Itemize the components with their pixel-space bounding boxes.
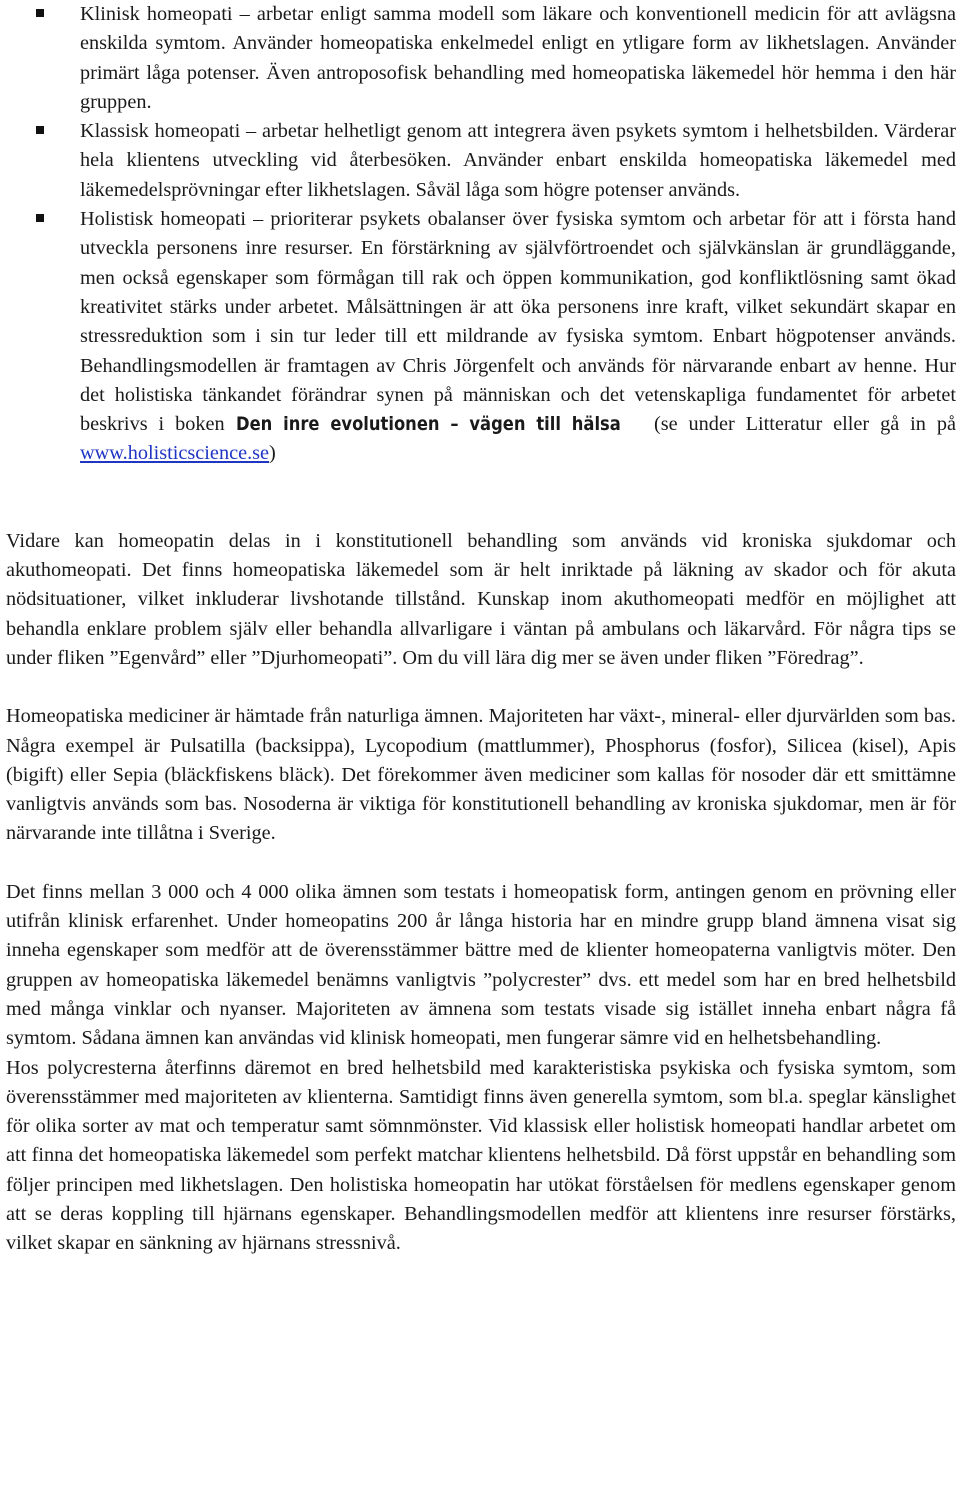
list-item-text: Holistisk homeopati – prioriterar psykets obalanser över fysiska symtom och arbetar för att i första hand utveckla personens inre resurser. En förstärkning av självförtroendet och självkänslan är grundläggande, men också egenskaper som förmågan till rak och öppen kommunikation, god konfliktlösning samt ökad kreativitet stärks under arbetet. Målsättningen är att öka personens inre kraft, vilket sekundärt skapar en stressreduktion som i sin tur leder till ett mildrande av fysiska symtom. Enbart högpotenser används. Behandlingsmodellen är framtagen av Chris Jörgenfelt och används för närvarande enbart av henne. Hur det holistiska tänkandet förändrar synen på människan och det vetenskapliga fundamentet för arbetet beskrivs i boken <box>80 208 956 436</box>
paragraph-mediciner: Homeopatiska mediciner är hämtade från naturliga ämnen. Majoriteten har växt-, mineral- eller djurvärlden som bas. Några exempel är Pulsatilla (backsippa), Lycopodium (mattlummer), Phosphorus (fosfor), Silicea (kisel), Apis (bigift) eller Sepia (bläckfiskens bläck). Det förekommer även mediciner som kallas för nosoder där ett smittämne vanligtvis används som bas. Nosoderna är viktiga för konstitutionell behandling av kroniska sjukdomar, men är för närvarande inte tillåtna i Sverige. <box>6 705 956 845</box>
list-item-klassisk <box>6 117 956 205</box>
paragraph-polycrester: Hos polycresterna återfinns däremot en bred helhetsbild med karakteristiska psykiska och fysiska symtom, som överensstämmer med majoriteten av klienterna. Samtidigt finns även generella symtom, som bl.a. speglar känslighet för olika sorter av mat och temperatur samt sömnmönster. Vid klassisk eller holistisk homeopati handlar arbetet om att finna det homeopatiska läkemedel som perfekt matchar klientens helhetsbild. Då först uppstår en behandling som följer principen med likhetslagen. Den holistiska homeopatin har utökat förståelsen för medlens egenskaper genom att se deras koppling till hjärnans egenskaper. Behandlingsmodellen medför att klientens inre resurser förstärks, vilket skapar en sänkning av hjärnans stressnivå. <box>6 1056 956 1255</box>
square-bullet-icon <box>36 126 44 134</box>
list-item-text-middle: (se under Litteratur eller gå in på <box>643 413 956 436</box>
list-item-text-after: ) <box>269 442 276 465</box>
list-item-klinisk <box>6 0 956 117</box>
book-title: Den inre evolutionen – vägen till hälsa <box>235 413 621 436</box>
list-item-text: Klinisk homeopati – arbetar enligt samma modell som läkare och konventionell medicin för att avlägsna enskilda symtom. Använder homeopatiska enkelmedel enligt en ytligare form av likhetslagen. Använder primärt låga potenser. Även antroposofisk behandling med homeopatiska läkemedel hör hemma i den här gruppen. <box>80 3 956 113</box>
paragraph-amnen: Det finns mellan 3 000 och 4 000 olika ämnen som testats i homeopatisk form, antingen genom en prövning eller utifrån klinisk erfarenhet. Under homeopatins 200 år långa historia har en mindre grupp bland ämnena visat sig inneha egenskaper som medför att de överensstämmer bättre med de klienter homeopaterna vanligtvis möter. Den gruppen av homeopatiska läkemedel benämns vanligtvis ”polycrester” dvs. ett medel som har en bred helhetsbild med många vinklar och nyanser. Majoriteten av ämnena som testats visade sig istället inneha enbart några få symtom. Sådana ämnen kan användas vid klinisk homeopati, men fungerar sämre vid en helhetsbehandling. <box>6 880 956 1050</box>
list-item-holistisk <box>6 205 956 469</box>
square-bullet-icon <box>36 214 44 222</box>
document-page <box>6 0 956 1259</box>
holisticscience-link[interactable]: www.holisticscience.se <box>80 442 270 465</box>
list-item-text: Klassisk homeopati – arbetar helhetligt genom att integrera även psykets symtom i helhetsbilden. Värderar hela klientens utveckling vid återbesöken. Använder enbart enskilda homeopatiska läkemedel med läkemedelsprövningar efter likhetslagen. Såväl låga som högre potenser används. <box>80 120 956 201</box>
homeopathy-types-list <box>6 0 956 469</box>
square-bullet-icon <box>36 9 44 17</box>
paragraph-akuthomeopati: Vidare kan homeopatin delas in i konstitutionell behandling som används vid kroniska sjukdomar och akuthomeopati. Det finns homeopatiska läkemedel som är helt inriktade på läkning av skador och för akuta nödsituationer, vilket inkluderar livshotande tillstånd. Kunskap inom akuthomeopati medför en möjlighet att behandla enklare problem själv eller behandla allvarligare i väntan på ambulans och läkarvård. För några tips se under fliken ”Egenvård” eller ”Djurhomeopati”. Om du vill lära dig mer se även under fliken ”Föredrag”. <box>6 529 956 669</box>
